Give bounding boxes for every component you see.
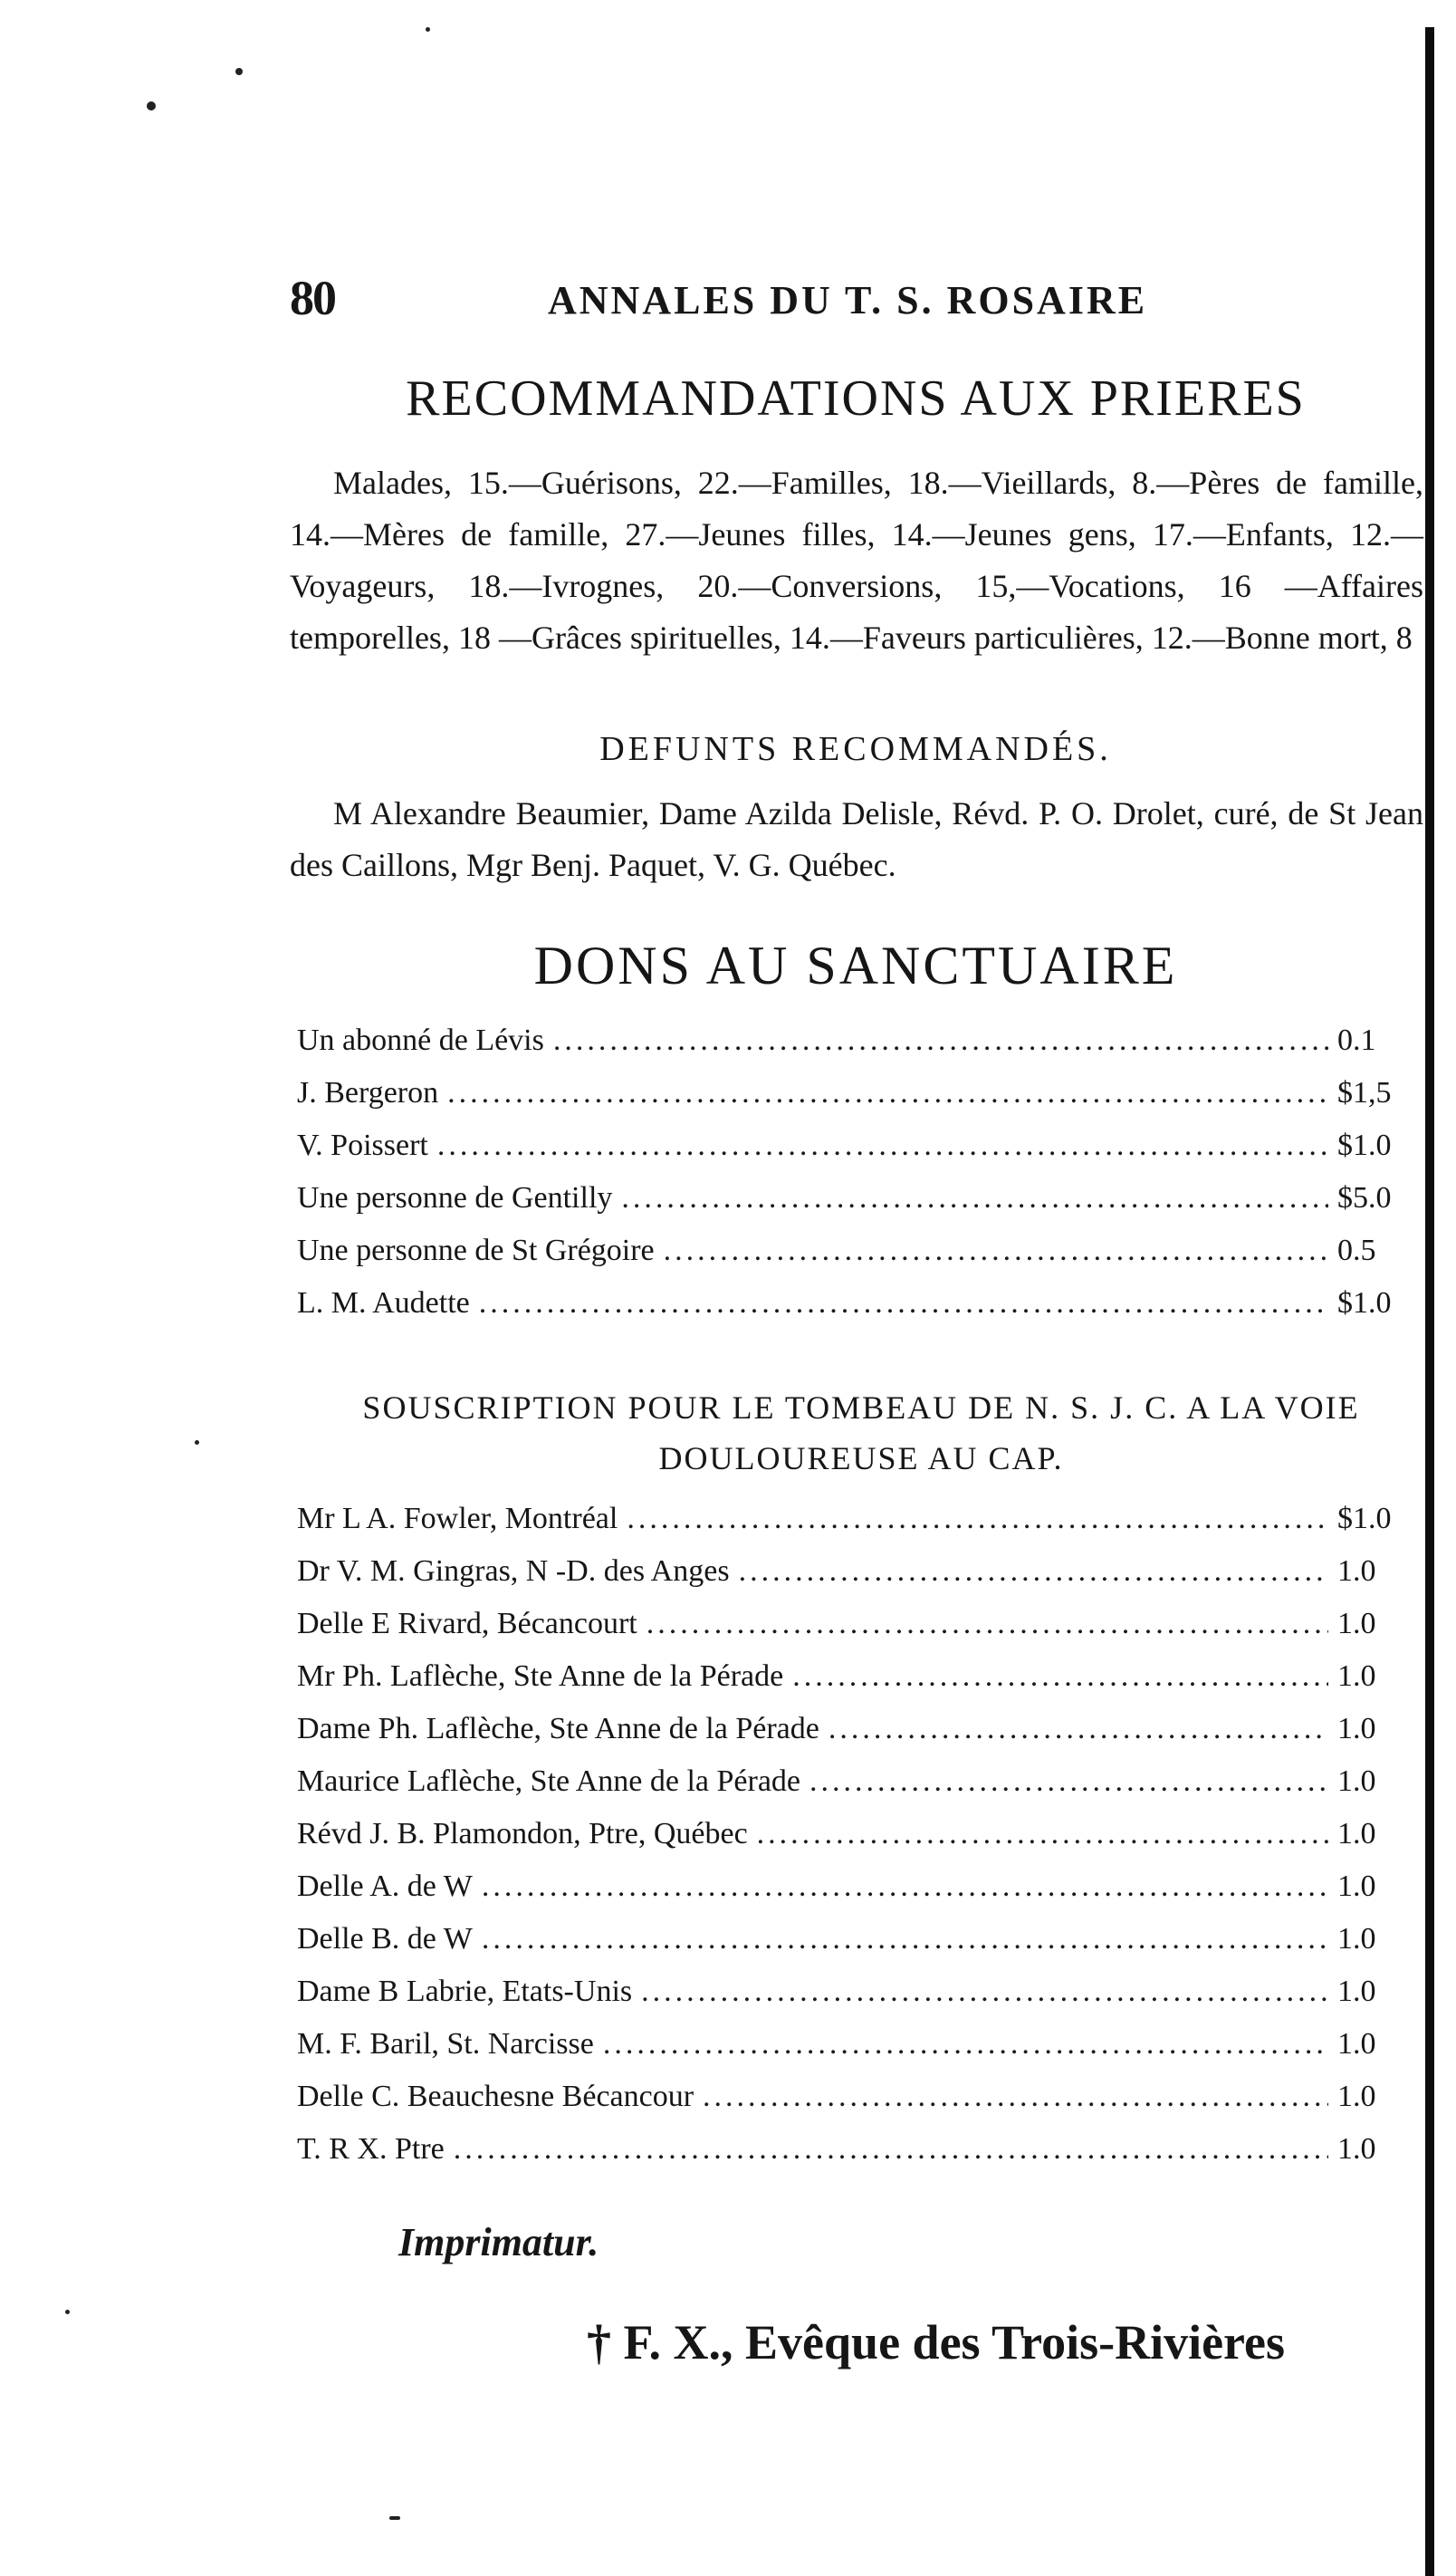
list-item <box>297 1975 1423 2027</box>
subscriber-name: M. F. Baril, St. Narcisse <box>297 2027 594 2061</box>
subscriber-name: Dame B Labrie, Etats-Unis <box>297 1975 633 2008</box>
subscription-amount: 1.0 <box>1337 2132 1376 2166</box>
list-item <box>297 1607 1423 1659</box>
subscription-amount: 1.0 <box>1337 1659 1376 1693</box>
leader-dots <box>809 1764 1328 1799</box>
subscriber-name: Révd J. B. Plamondon, Ptre, Québec <box>297 1817 748 1850</box>
recommandations-title: RECOMMANDATIONS AUX PRIERES <box>406 370 1306 427</box>
donation-amount: 0.1 <box>1337 1024 1376 1057</box>
subscriber-name: Delle B. de W <box>297 1922 473 1956</box>
subscriber-name: Delle A. de W <box>297 1870 473 1903</box>
leader-dots <box>482 1870 1328 1904</box>
print-speck <box>426 27 430 32</box>
print-speck <box>65 2310 70 2314</box>
page-edge-shadow <box>1425 27 1434 2576</box>
souscription-list <box>297 1502 1423 2185</box>
leader-dots <box>664 1234 1328 1268</box>
donation-amount: $5.0 <box>1337 1181 1392 1215</box>
print-speck <box>235 68 243 75</box>
subscription-amount: 1.0 <box>1337 1607 1376 1640</box>
running-title: ANNALES DU T. S. ROSAIRE <box>548 278 1148 322</box>
list-item <box>297 1659 1423 1712</box>
donation-amount: $1,5 <box>1337 1076 1392 1110</box>
leader-dots <box>553 1024 1328 1058</box>
subscription-amount: 1.0 <box>1337 1922 1376 1956</box>
subscription-amount: 1.0 <box>1337 2080 1376 2113</box>
list-item <box>297 2132 1423 2185</box>
list-item <box>297 1712 1423 1764</box>
list-item <box>297 1502 1423 1554</box>
subscriber-name: T. R X. Ptre <box>297 2132 445 2166</box>
dons-list <box>297 1024 1423 1339</box>
donor-name: Une personne de Gentilly <box>297 1181 613 1215</box>
subscriber-name: Dr V. M. Gingras, N -D. des Anges <box>297 1554 730 1588</box>
leader-dots <box>627 1502 1328 1536</box>
subscriber-name: Delle E Rivard, Bécancourt <box>297 1607 637 1640</box>
donor-name: Une personne de St Grégoire <box>297 1234 655 1267</box>
leader-dots <box>603 2027 1328 2062</box>
leader-dots <box>447 1076 1328 1110</box>
list-item <box>297 1181 1423 1234</box>
subscription-amount: 1.0 <box>1337 1712 1376 1745</box>
bishop-signature: † F. X., Evêque des Trois-Rivières <box>587 2315 1286 2369</box>
list-item <box>297 2080 1423 2132</box>
subscription-amount: 1.0 <box>1337 1975 1376 2008</box>
subscription-amount: 1.0 <box>1337 1764 1376 1798</box>
page-number: 80 <box>290 271 335 325</box>
list-item <box>297 1554 1423 1607</box>
subscription-amount: $1.0 <box>1337 1502 1392 1535</box>
list-item <box>297 1076 1423 1129</box>
list-item <box>297 1817 1423 1870</box>
page-header <box>290 270 1231 333</box>
leader-dots <box>454 2132 1328 2167</box>
list-item <box>297 1286 1423 1339</box>
subscriber-name: Dame Ph. Laflèche, Ste Anne de la Pérade <box>297 1712 819 1745</box>
subscriber-name: Delle C. Beauchesne Bécancour <box>297 2080 694 2113</box>
list-item <box>297 1870 1423 1922</box>
dons-title: DONS AU SANCTUAIRE <box>533 936 1178 995</box>
subscription-amount: 1.0 <box>1337 1554 1376 1588</box>
donation-amount: 0.5 <box>1337 1234 1376 1267</box>
subscriber-name: Mr L A. Fowler, Montréal <box>297 1502 618 1535</box>
leader-dots <box>479 1286 1328 1321</box>
list-item <box>297 1922 1423 1975</box>
leader-dots <box>792 1659 1328 1694</box>
donor-name: V. Poissert <box>297 1129 428 1162</box>
leader-dots <box>757 1817 1328 1851</box>
list-item <box>297 1234 1423 1286</box>
leader-dots <box>647 1607 1328 1641</box>
donor-name: L. M. Audette <box>297 1286 470 1320</box>
leader-dots <box>739 1554 1328 1589</box>
donation-amount: $1.0 <box>1337 1286 1392 1320</box>
print-speck <box>147 101 156 111</box>
print-speck <box>195 1440 199 1445</box>
defunts-title: DEFUNTS RECOMMANDÉS. <box>599 730 1112 768</box>
donor-name: Un abonné de Lévis <box>297 1024 544 1057</box>
subscription-amount: 1.0 <box>1337 1817 1376 1850</box>
leader-dots <box>621 1181 1328 1216</box>
list-item <box>297 2027 1423 2080</box>
list-item <box>297 1129 1423 1181</box>
leader-dots <box>437 1129 1328 1163</box>
print-speck <box>389 2516 400 2520</box>
subscription-amount: 1.0 <box>1337 2027 1376 2061</box>
recommandations-text: Malades, 15.—Guérisons, 22.—Familles, 18.—Vieillards, 8.—Pères de famille, 14.—Mères de famille, 27.—Jeunes filles, 14.—Jeunes gens, 17.—Enfants, 12.—Voyageurs, 18.—Ivrognes, 20.—Conversions, 15,—Vocations, 16 —Affaires temporelles, 18 —Grâces spirituelles, 14.—Faveurs particulières, 12.—Bonne mort, 8 <box>290 465 1423 656</box>
imprimatur: Imprimatur. <box>398 2220 599 2264</box>
list-item <box>297 1764 1423 1817</box>
subscriber-name: Mr Ph. Laflèche, Ste Anne de la Pérade <box>297 1659 784 1693</box>
subscription-amount: 1.0 <box>1337 1870 1376 1903</box>
list-item <box>297 1024 1423 1076</box>
leader-dots <box>641 1975 1328 2009</box>
donation-amount: $1.0 <box>1337 1129 1392 1162</box>
defunts-text: M Alexandre Beaumier, Dame Azilda Delisle, Révd. P. O. Drolet, curé, de St Jean des Caillons, Mgr Benj. Paquet, V. G. Québec. <box>290 795 1423 883</box>
leader-dots <box>829 1712 1328 1746</box>
souscription-title: SOUSCRIPTION POUR LE TOMBEAU DE N. S. J. C. A LA VOIE DOULOUREUSE AU CAP. <box>362 1389 1360 1476</box>
leader-dots <box>703 2080 1328 2114</box>
donor-name: J. Bergeron <box>297 1076 439 1110</box>
leader-dots <box>482 1922 1328 1956</box>
subscriber-name: Maurice Laflèche, Ste Anne de la Pérade <box>297 1764 801 1798</box>
